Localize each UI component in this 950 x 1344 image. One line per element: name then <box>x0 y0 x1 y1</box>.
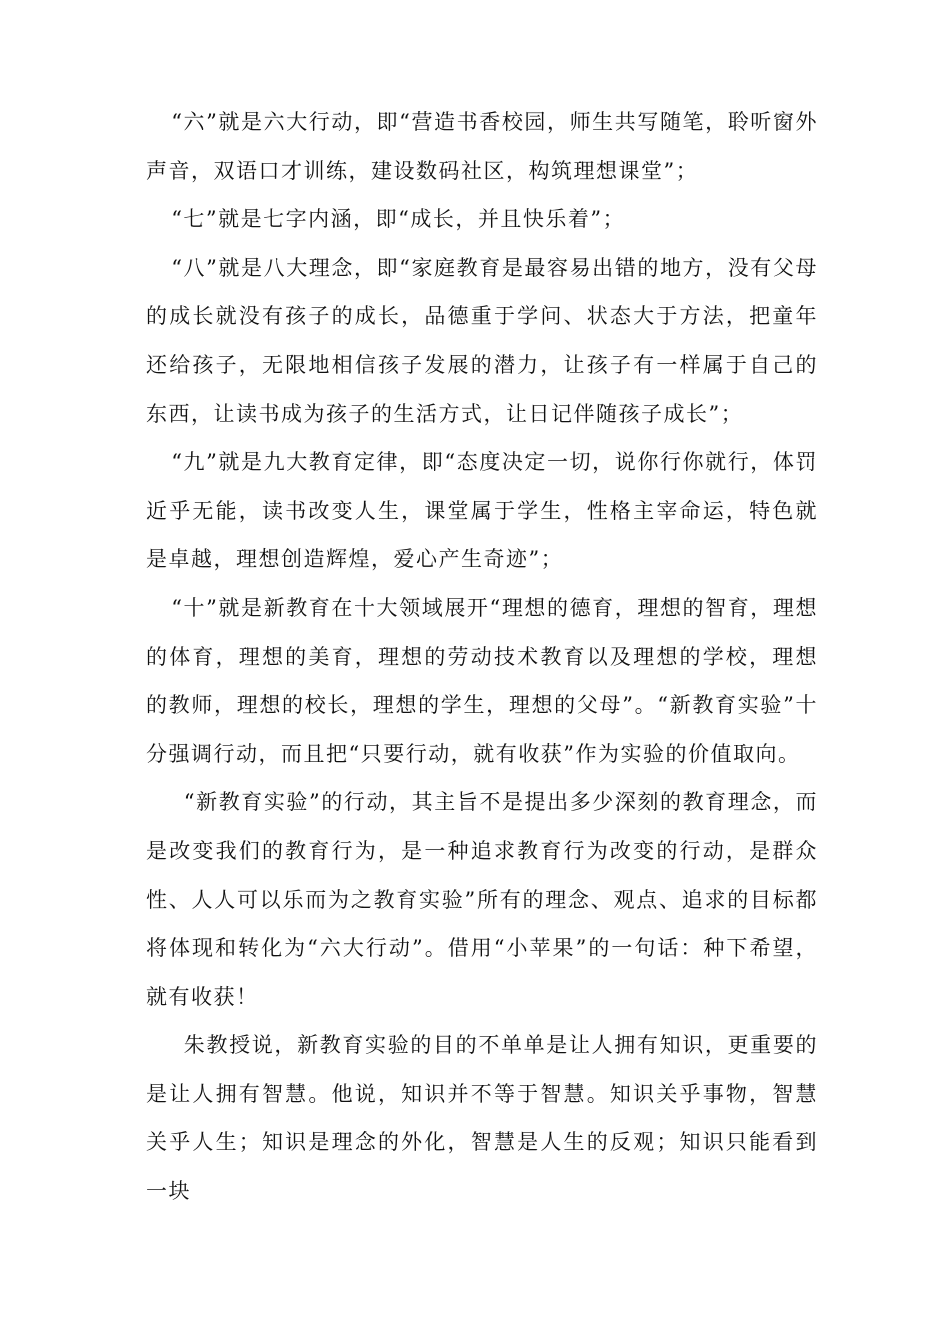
document-body <box>146 98 818 1216</box>
paragraph-eight-concepts: “八”就是八大理念，即“家庭教育是最容易出错的地方，没有父母的成长就没有孩子的成长，品德重于学问、状态大于方法，把童年还给孩子，无限地相信孩子发展的潜力，让孩子有一样属于自己的东西，让读书成为孩子的生活方式，让日记伴随孩子成长”； <box>146 255 818 426</box>
paragraph-seven-meaning: “七”就是七字内涵，即“成长，并且快乐着”； <box>171 207 626 232</box>
paragraph-new-education-action: “新教育实验”的行动，其主旨不是提出多少深刻的教育理念，而是改变我们的教育行为，是一种追求教育行为改变的行动，是群众性、人人可以乐而为之教育实验”所有的理念、观点、追求的目标都将体现和转化为“六大行动”。借用“小苹果”的一句话：种下希望，就有收获！ <box>146 790 818 1009</box>
paragraph-six-actions: “六”就是六大行动，即“营造书香校园，师生共写随笔，聆听窗外声音，双语口才训练，建设数码社区，构筑理想课堂”； <box>146 110 818 183</box>
paragraph-nine-laws: “九”就是九大教育定律，即“态度决定一切，说你行你就行，体罚近乎无能，读书改变人生，课堂属于学生，性格主宰命运，特色就是卓越，理想创造辉煌，爱心产生奇迹”； <box>146 450 818 572</box>
paragraph-professor-zhu: 朱教授说，新教育实验的目的不单单是让人拥有知识，更重要的是让人拥有智慧。他说，知识并不等于智慧。知识关乎事物，智慧关乎人生；知识是理念的外化，智慧是人生的反观；知识只能看到一块 <box>146 1033 818 1204</box>
paragraph-ten-fields: “十”就是新教育在十大领域展开“理想的德育，理想的智育，理想的体育，理想的美育，理想的劳动技术教育以及理想的学校，理想的教师，理想的校长，理想的学生，理想的父母”。“新教育实验”十分强调行动，而且把“只要行动，就有收获”作为实验的价值取向。 <box>146 595 818 766</box>
